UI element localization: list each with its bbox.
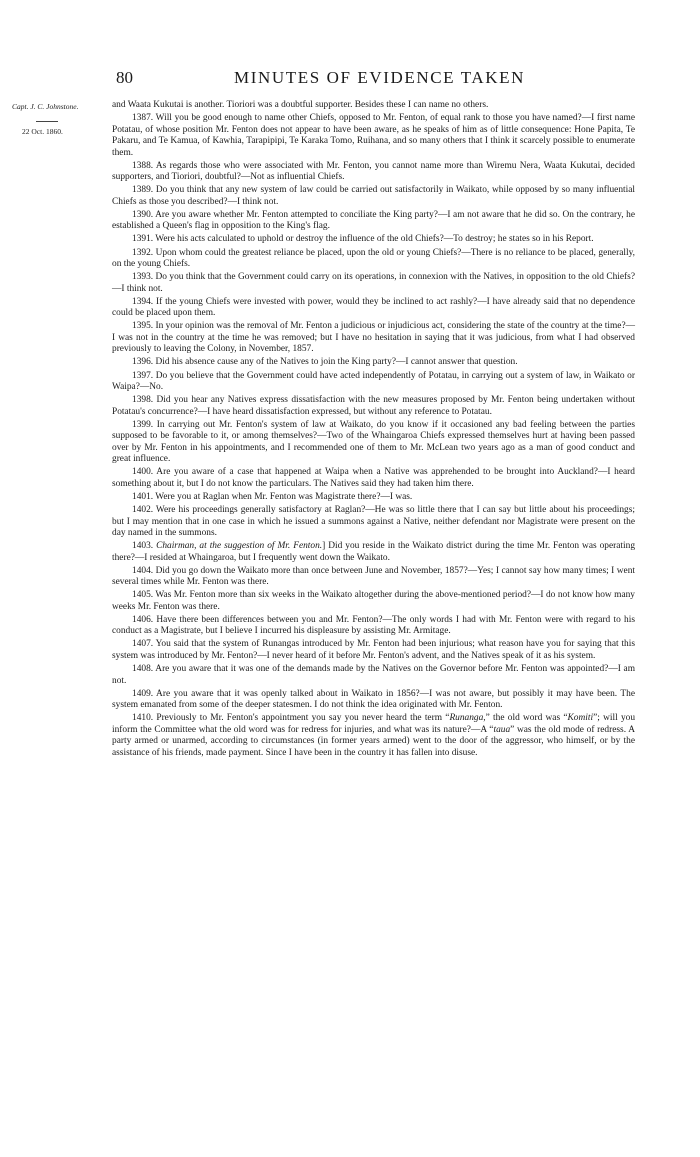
margin-witness-name: Capt. J. C. Johnstone. [12, 102, 79, 111]
question-1404: 1404. Did you go down the Waikato more than once between June and November, 1857?—Yes; I cannot say how many times; I went several times while Mr. Fenton was there. [112, 565, 635, 588]
evidence-body [112, 100, 635, 759]
question-1403 [112, 541, 635, 564]
text-segment: ” was the old mode of redress. A party armed or unarmed, according to circumstances (in former years armed) went to the door of the aggressor, who himself, or by the assistance of his friends, made payment. Since I have been in the country it has fallen into disuse. [112, 724, 635, 758]
term-komiti: Komiti [567, 713, 594, 724]
question-1409: 1409. Are you aware that it was openly talked about in Waikato in 1856?—I was not aware, but possibly it may have been. The system emanated from some of the deeper statesmen. I do not think the idea originated with Mr. Fenton. [112, 688, 635, 711]
question-1408: 1408. Are you aware that it was one of the demands made by the Natives on the Governor before Mr. Fenton was appointed?—I am not. [112, 664, 635, 686]
question-text: ] Did you reside in the Waikato district during the time Mr. Fenton was operating there?—I resided at Whaingaroa, but I frequently went down the Waikato. [112, 541, 636, 563]
question-1399: 1399. In carrying out Mr. Fenton's system of law at Waikato, do you know if it occasioned any bad feeling between the parties supposed to be favorable to it, or among themselves?—Two of the Whaingaroa Chiefs expressed themselves hurt at having been passed over by Mr. Fenton in his appointments, and I recommended one of them to Mr. McLean two years ago as a man of good conduct and great influence. [112, 419, 635, 465]
text-segment: ”; will you inform the Committee what the old word was for redress for injuries, and what was its nature?—A “ [112, 713, 636, 735]
question-1402: 1402. Were his proceedings generally satisfactory at Raglan?—He was so little there that I can say but little about his proceedings; but I may mention that in one case in which he issued a summons against a Native, neither defendant nor Magistrate were present on the day named in the summons. [112, 505, 635, 538]
text-segment: 1410. Previously to Mr. Fenton's appointment you say you never heard the term “ [132, 713, 450, 724]
question-1395: 1395. In your opinion was the removal of Mr. Fenton a judicious or injudicious act, considering the state of the country at the time?—I was not in the country at the time he was removed; but I have no hesitation in saying that it was judicious, from what I had observed previously to leaving the Colony, in November, 1857. [112, 321, 635, 355]
term-taua: taua [493, 724, 511, 735]
text-segment: ” the old word was “ [485, 713, 568, 724]
question-1389: 1389. Do you think that any new system of law could be carried out satisfactorily in Waikato, while opposed by so many influential Chiefs as those you described?—I think not. [112, 185, 635, 207]
question-1397: 1397. Do you believe that the Government could have acted independently of Potatau, in carrying out a system of law, in Waikato or Waipa?—No. [112, 370, 635, 393]
question-1391: 1391. Were his acts calculated to uphold or destroy the influence of the old Chiefs?—To destroy; he states so in his Report. [132, 234, 594, 245]
question-1396: 1396. Did his absence cause any of the Natives to join the King party?—I cannot answer that question. [132, 357, 518, 368]
question-1410 [112, 713, 635, 759]
question-1401: 1401. Were you at Raglan when Mr. Fenton was Magistrate there?—I was. [132, 491, 413, 502]
question-1392: 1392. Upon whom could the greatest reliance be placed, upon the old or young Chiefs?—There is no reliance to be placed, generally, on the young Chiefs. [112, 247, 635, 270]
question-1390: 1390. Are you aware whether Mr. Fenton attempted to conciliate the King party?—I am not aware that he did so. On the contrary, he established a Queen's flag in opposition to the King's flag. [112, 209, 635, 232]
question-1398: 1398. Did you hear any Natives express dissatisfaction with the new measures proposed by Mr. Fenton being undertaken without Potatau's concurrence?—I have heard dissatisfaction expressed, but without any reference to Potatau. [112, 395, 635, 417]
page-number: 80 [116, 68, 133, 87]
question-1387: 1387. Will you be good enough to name other Chiefs, opposed to Mr. Fenton, of equal rank to those you have named?—I first name Potatau, of whose position Mr. Fenton does not appear to have been aware, as he speaks of him as of little consequence: Hone Papita, Te Pakaru, and Te Kamua, of Kawhia, Tarapipipi, Te Karaka Tomo, Ruihana, and so many others that I think it scarcely possible to enumerate them. [112, 113, 635, 158]
question-1393: 1393. Do you think that the Government could carry on its operations, in connexion with the Natives, in opposition to the old Chiefs?—I think not. [112, 272, 635, 294]
question-number: 1403. [132, 541, 154, 552]
chairman-note: Chairman, at the suggestion of Mr. Fenton. [156, 541, 323, 552]
term-runanga: Runanga, [449, 713, 486, 724]
page-header [0, 68, 700, 92]
paragraph-continuation: and Waata Kukutai is another. Tioriori was a doubtful supporter. Besides these I can name no others. [112, 100, 489, 110]
question-1406: 1406. Have there been differences between you and Mr. Fenton?—The only words I had with Mr. Fenton were with regard to his conduct as a Magistrate, but I believe I incurred his displeasure by assisting Mr. Armitage. [112, 614, 635, 637]
margin-divider [36, 121, 58, 122]
running-title: MINUTES OF EVIDENCE TAKEN [234, 68, 525, 87]
question-1394: 1394. If the young Chiefs were invested with power, would they be inclined to act rashly?—I have already said that no dependence could be placed upon them. [112, 296, 635, 319]
question-1388: 1388. As regards those who were associated with Mr. Fenton, you cannot name more than Wiremu Nera, Waata Kukutai, decided supporters, and Tioriori, doubtful?—Not as influential Chiefs. [112, 160, 635, 183]
question-1407: 1407. You said that the system of Runangas introduced by Mr. Fenton had been injurious; what reason have you for saying that this system was introduced by Mr. Fenton?—I never heard of it before Mr. Fenton's advent, and the Natives speak of it as his system. [112, 639, 635, 661]
question-1405: 1405. Was Mr. Fenton more than six weeks in the Waikato altogether during the above-mentioned period?—I do not know how many weeks Mr. Fenton was there. [112, 590, 635, 612]
question-1400: 1400. Are you aware of a case that happened at Waipa when a Native was apprehended to be brought into Auckland?—I heard something about it, but I do not know the particulars. The Natives said they had taken him there. [112, 467, 635, 489]
margin-date: 22 Oct. 1860. [22, 127, 63, 136]
